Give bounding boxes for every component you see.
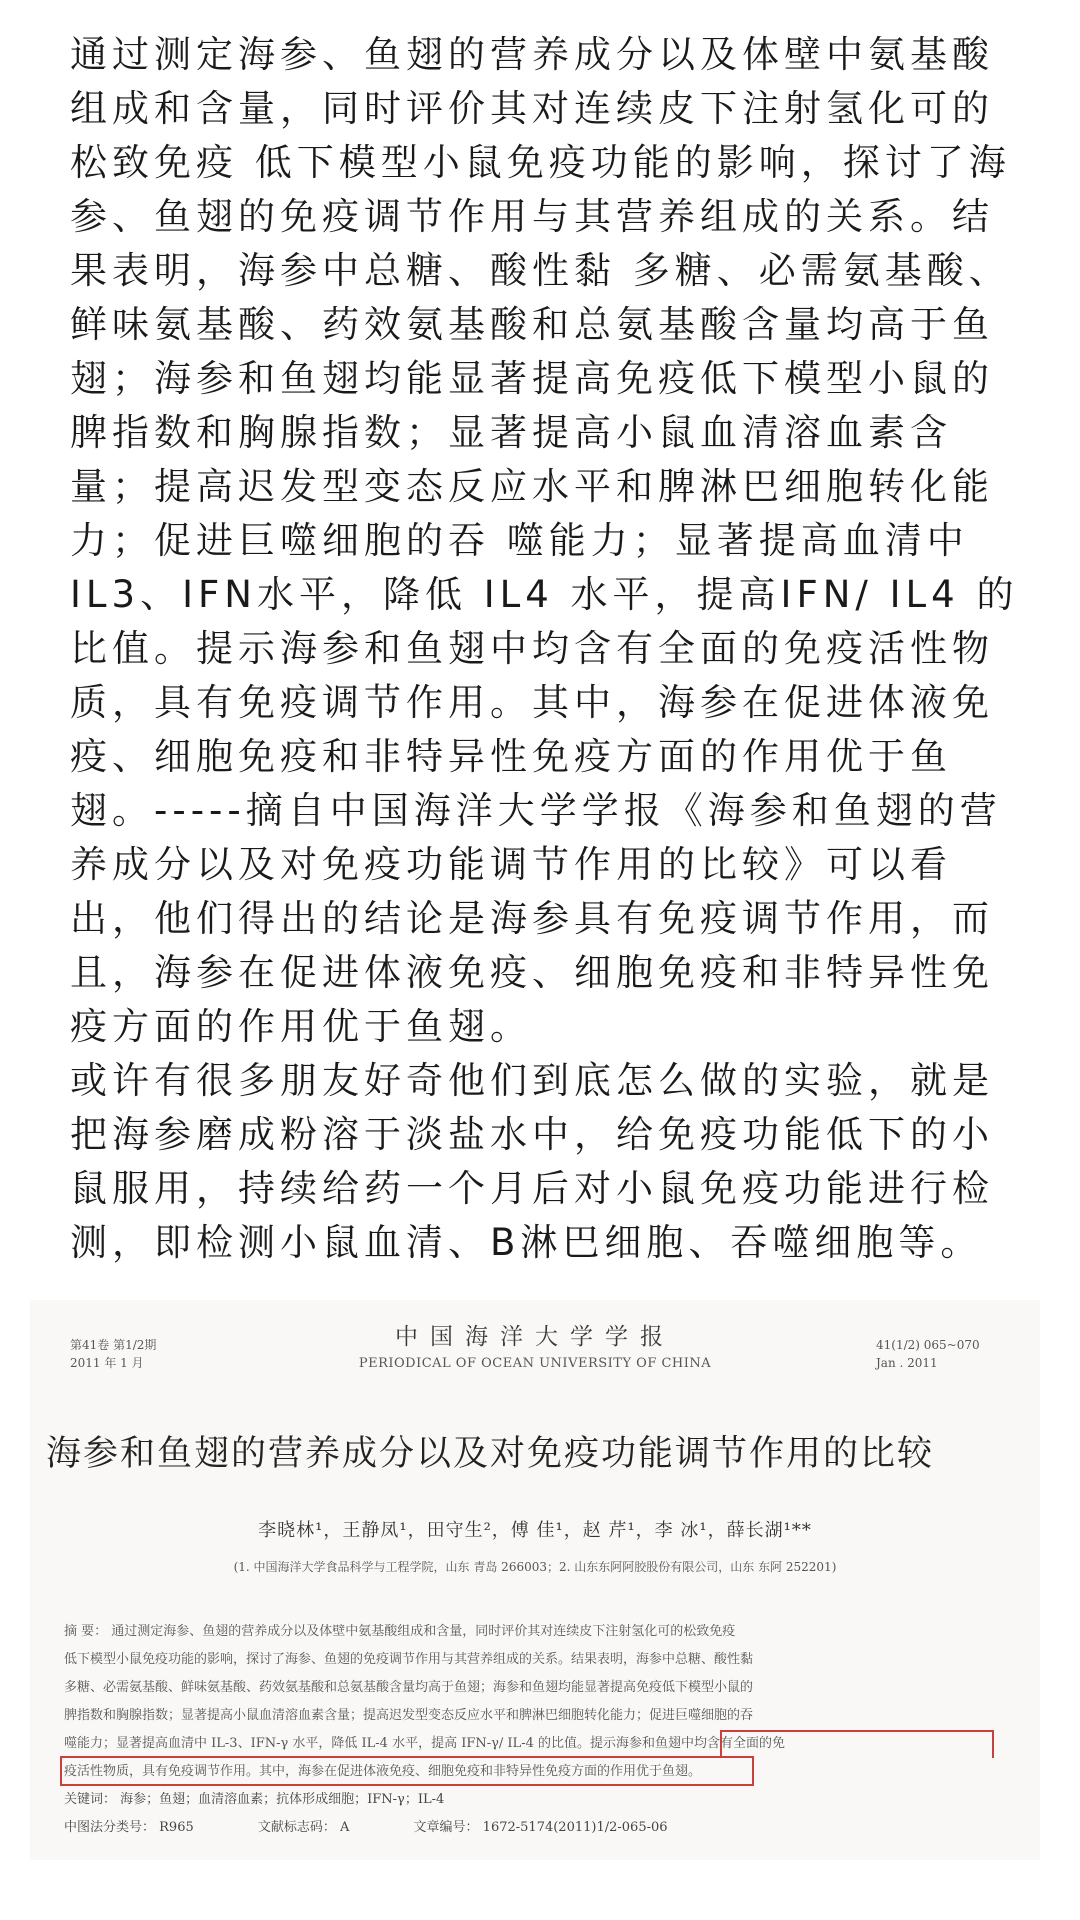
abstract-line: 多糖、必需氨基酸、鲜味氨基酸、药效氨基酸和总氨基酸含量均高于鱼翅；海参和鱼翅均能显著提高免疫低下模型小鼠的 bbox=[64, 1680, 754, 1695]
issue-info bbox=[876, 1336, 980, 1372]
highlight-box-top bbox=[720, 1730, 994, 1758]
journal-name: 中国海洋大学学报 bbox=[395, 1324, 675, 1350]
article-paragraph-2: 或许有很多朋友好奇他们到底怎么做的实验，就是把海参磨成粉溶于淡盐水中，给免疫功能低下的小鼠服用，持续给药一个月后对小鼠免疫功能进行检测，即检测小鼠血清、B淋巴细胞、吞噬细胞等。 bbox=[70, 1059, 994, 1264]
paper-authors: 李晓林¹，王静凤¹，田守生²，傅 佳¹，赵 芹¹，李 冰¹，薛长湖¹** bbox=[258, 1520, 812, 1541]
volume-line: 第41卷 第1/2期 bbox=[70, 1338, 157, 1352]
volume-date: 2011 年 1 月 bbox=[70, 1356, 144, 1370]
article-body bbox=[70, 28, 1020, 1270]
abstract-line: 摘 要： 通过测定海参、鱼翅的营养成分以及体壁中氨基酸组成和含量，同时评价其对连续皮下注射氢化可的松致免疫 bbox=[64, 1624, 736, 1639]
issue-date: Jan . 2011 bbox=[876, 1356, 938, 1370]
article-number: 文章编号： 1672-5174(2011)1/2-065-06 bbox=[413, 1820, 668, 1835]
classification-row bbox=[64, 1814, 728, 1842]
highlight-box-bottom bbox=[60, 1756, 754, 1786]
clc-number: 中图法分类号： R965 bbox=[64, 1820, 194, 1835]
abstract-line: 低下模型小鼠免疫功能的影响，探讨了海参、鱼翅的免疫调节作用与其营养组成的关系。结果表明，海参中总糖、酸性黏 bbox=[64, 1652, 754, 1667]
article-paragraph-1: 通过测定海参、鱼翅的营养成分以及体壁中氨基酸组成和含量，同时评价其对连续皮下注射氢化可的松致免疫 低下模型小鼠免疫功能的影响，探讨了海参、鱼翅的免疫调节作用与其营养组成的关系。结果表明，海参中总糖、酸性黏 多糖、必需氨基酸、鲜味氨基酸、药效氨基酸和总氨基酸含量均高于鱼翅；海参和鱼翅均能显著提高免疫低下模型小鼠的 脾指数和胸腺指数；显著提高小鼠血清溶血素含量；提高迟发型变态反应水平和脾淋巴细胞转化能力；促进巨噬细胞的吞 噬能力；显著提高血清中 IL3、IFN水平，降低 IL4 水平，提高IFN/ IL4 的比值。提示海参和鱼翅中均含有全面的免疫活性物质，具有免疫调节作用。其中，海参在促进体液免疫、细胞免疫和非特异性免疫方面的作用优于鱼翅。-----摘自中国海洋大学学报《海参和鱼翅的营养成分以及对免疫功能调节作用的比较》可以看出，他们得出的结论是海参具有免疫调节作用，而且，海参在促进体液免疫、细胞免疫和非特异性免疫方面的作用优于鱼翅。 bbox=[70, 33, 1019, 1048]
keywords: 关键词： 海参；鱼翅；血清溶血素；抗体形成细胞；IFN-γ；IL-4 bbox=[64, 1792, 445, 1807]
abstract-line: 疫活性物质，具有免疫调节作用。其中，海参在促进体液免疫、细胞免疫和非特异性免疫方面的作用优于鱼翅。 bbox=[64, 1764, 702, 1779]
paper-affiliations: (1. 中国海洋大学食品科学与工程学院，山东 青岛 266003；2. 山东东阿阿胶股份有限公司，山东 东阿 252201) bbox=[233, 1560, 837, 1574]
journal-scan bbox=[30, 1300, 1040, 1860]
paper-title: 海参和鱼翅的营养成分以及对免疫功能调节作用的比较 bbox=[46, 1434, 935, 1474]
journal-name-en: PERIODICAL OF OCEAN UNIVERSITY OF CHINA bbox=[358, 1356, 712, 1371]
abstract-line: 噬能力；显著提高血清中 IL-3、IFN-γ 水平，降低 IL-4 水平，提高 IFN-γ/ IL-4 的比值。提示海参和鱼翅中均含有全面的免 bbox=[64, 1736, 785, 1751]
paper-meta bbox=[64, 1786, 728, 1842]
issue-pages: 41(1/2) 065~070 bbox=[876, 1338, 980, 1352]
abstract-line: 脾指数和胸腺指数；显著提高小鼠血清溶血素含量；提高迟发型变态反应水平和脾淋巴细胞转化能力；促进巨噬细胞的吞 bbox=[64, 1708, 754, 1723]
document-code: 文献标志码： A bbox=[257, 1820, 350, 1835]
